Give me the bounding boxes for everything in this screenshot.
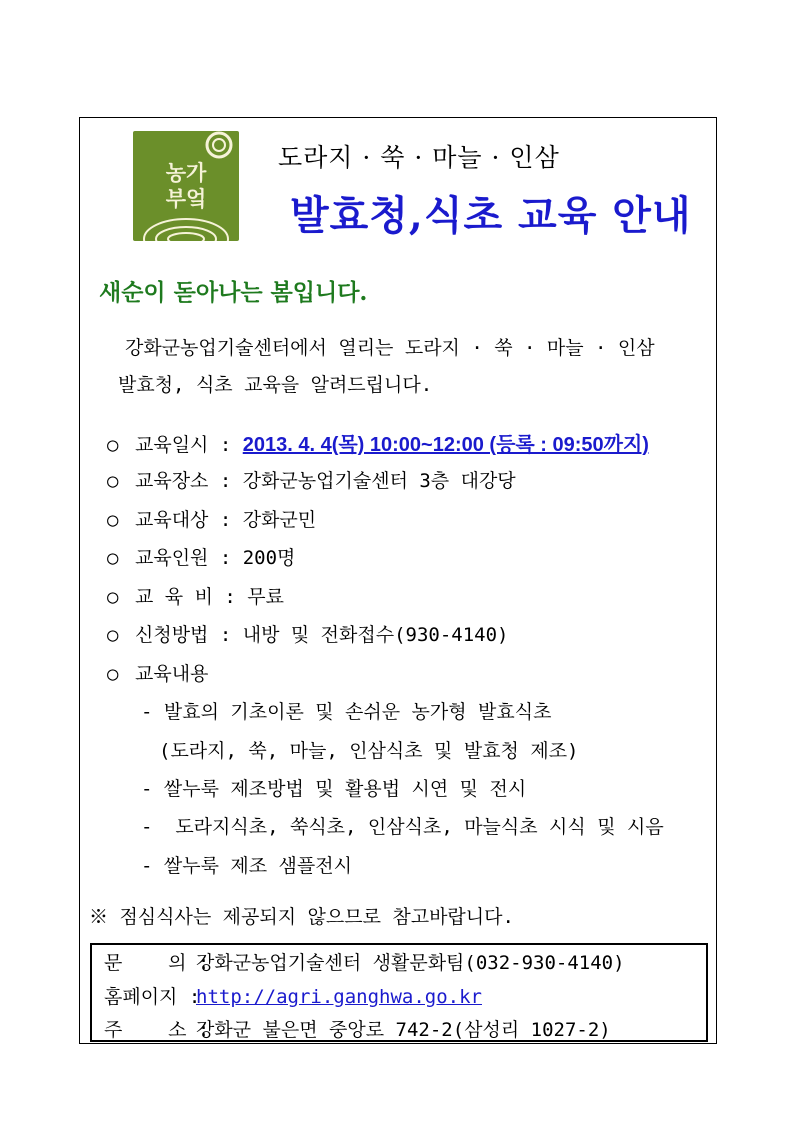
detail-target — [107, 505, 316, 532]
logo — [133, 131, 239, 241]
page-title: 발효청,식초 교육 안내 — [290, 192, 692, 239]
detail-label: 교육일시 : — [135, 434, 243, 456]
contact-address — [104, 1015, 611, 1042]
contact-value: 강화군 불은면 중앙로 742-2(삼성리 1027-2) — [196, 1019, 611, 1041]
lunch-note: ※ 점심식사는 제공되지 않으므로 참고바랍니다. — [89, 906, 514, 928]
contact-key: 주 소 : — [104, 1019, 221, 1041]
bullet-icon: ○ — [107, 434, 119, 456]
content-item: - 쌀누룩 제조 샘플전시 — [141, 855, 352, 877]
content-item: - 쌀누룩 제조방법 및 활용법 시연 및 전시 — [141, 778, 527, 800]
bullet-icon: ○ — [107, 470, 119, 492]
bullet-icon: ○ — [107, 663, 119, 685]
contact-key: 문 의 : — [104, 952, 221, 974]
detail-label: 교육인원 : — [135, 547, 243, 569]
detail-contents — [107, 659, 208, 686]
subtitle: 도라지 · 쑥 · 마늘 · 인삼 — [278, 143, 560, 172]
bullet-icon: ○ — [107, 586, 119, 608]
content-item: (도라지, 쑥, 마늘, 인삼식초 및 발효청 제조) — [159, 740, 579, 762]
detail-value: 200명 — [242, 547, 296, 569]
content-item: - 도라지식초, 쑥식초, 인삼식초, 마늘식초 시식 및 시음 — [141, 816, 664, 838]
bullet-icon: ○ — [107, 624, 119, 646]
homepage-link[interactable]: http://agri.ganghwa.go.kr — [196, 986, 482, 1008]
intro-line-2: 발효청, 식초 교육을 알려드립니다. — [118, 374, 433, 396]
detail-label: 신청방법 : — [135, 624, 243, 646]
bullet-icon: ○ — [107, 547, 119, 569]
detail-value: 무료 — [247, 586, 284, 608]
detail-fee — [107, 582, 284, 609]
detail-label: 교육대상 : — [135, 509, 243, 531]
contact-key: 홈페이지 : — [104, 986, 212, 1008]
detail-label: 교육내용 — [135, 663, 209, 685]
detail-value: 강화군농업기술센터 3층 대강당 — [242, 470, 516, 492]
detail-value: 강화군민 — [242, 509, 317, 531]
detail-label: 교 육 비 : — [135, 586, 248, 608]
detail-place — [107, 466, 516, 493]
detail-label: 교육장소 : — [135, 470, 243, 492]
intro-line-1: 강화군농업기술센터에서 열리는 도라지 · 쑥 · 마늘 · 인삼 — [125, 337, 655, 359]
detail-value-date: 2013. 4. 4(목) 10:00~12:00 (등록 : 09:50까지) — [242, 434, 649, 456]
logo-line2: 부엌 — [165, 186, 207, 211]
contact-value: 강화군농업기술센터 생활문화팀(032-930-4140) — [196, 952, 625, 974]
contact-homepage — [104, 982, 482, 1009]
detail-value: 내방 및 전화접수(930-4140) — [242, 624, 509, 646]
detail-capacity — [107, 543, 295, 570]
contact-inquiry — [104, 948, 625, 975]
logo-line1: 농가 — [165, 160, 207, 185]
bullet-icon: ○ — [107, 509, 119, 531]
greeting: 새순이 돋아나는 봄입니다. — [99, 279, 368, 306]
detail-date — [107, 428, 649, 457]
detail-apply — [107, 620, 508, 647]
content-item: - 발효의 기초이론 및 손쉬운 농가형 발효식초 — [141, 701, 552, 723]
